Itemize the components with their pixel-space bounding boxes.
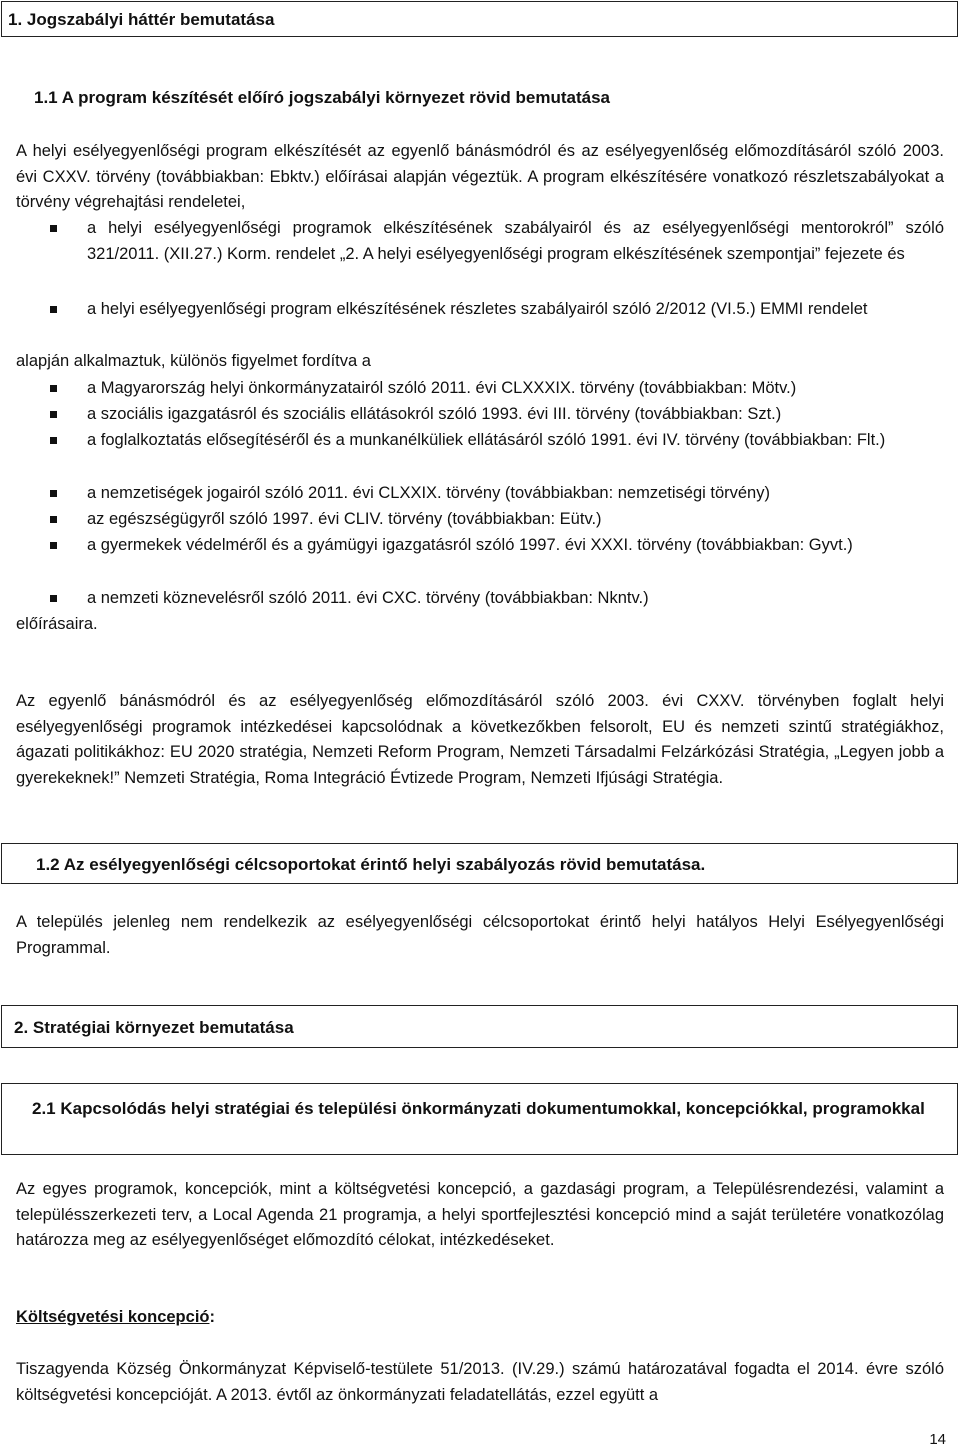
list2-item: a nemzeti köznevelésről szóló 2011. évi CXC. törvény (továbbiakban: Nkntv.) — [50, 586, 944, 612]
bullet-square-icon — [50, 225, 57, 232]
list1-item: a helyi esélyegyenlőségi programok elkészítésének szabályairól és az esélyegyenlőségi mentorokról” szóló 321/2011. (XII.27.) Korm. rendelet „2. A helyi esélyegyenlőségi program elkészítésének szempontjai” fejezete és — [50, 216, 944, 267]
budget-paragraph: Tiszagyenda Község Önkormányzat Képviselő-testülete 51/2013. (IV.29.) számú határozatával fogadta el 2014. évre szóló költségvetési koncepcióját. A 2013. évtől az önkormányzati feladatellátás, ezzel együtt a — [16, 1360, 944, 1404]
bullet-square-icon — [50, 595, 57, 602]
bullet-square-icon — [50, 542, 57, 549]
list1-item: a helyi esélyegyenlőségi program elkészítésének részletes szabályairól szóló 2/2012 (VI.5.) EMMI rendelet — [50, 297, 944, 323]
bullet-square-icon — [50, 437, 57, 444]
bullet-square-icon — [50, 516, 57, 523]
section-1-2-heading-box — [1, 843, 958, 884]
section-2-heading-box — [1, 1005, 958, 1048]
list2-item: a nemzetiségek jogairól szóló 2011. évi CLXXIX. törvény (továbbiakban: nemzetiségi törvény) — [50, 481, 944, 507]
closing-paragraph: előírásaira. — [16, 615, 98, 633]
section-1-2-heading: 1.2 Az esélyegyenlőségi célcsoportokat érintő helyi szabályozás rövid bemutatása. — [36, 855, 706, 874]
section-1-2-paragraph: A település jelenleg nem rendelkezik az esélyegyenlőségi célcsoportokat érintő helyi hatályos Helyi Esélyegyenlőségi Programmal. — [16, 913, 944, 957]
budget-subheading — [16, 1305, 215, 1331]
list2-item: a szociális igazgatásról és szociális ellátásokról szóló 1993. évi III. törvény (továbbiakban: Szt.) — [50, 402, 944, 428]
list2-item: a Magyarország helyi önkormányzatairól szóló 2011. évi CLXXXIX. törvény (továbbiakban: Mötv.) — [50, 376, 944, 402]
basis-paragraph: alapján alkalmaztuk, különös figyelmet fordítva a — [16, 352, 371, 370]
list2-item: a foglalkoztatás elősegítéséről és a munkanélküliek ellátásáról szóló 1991. évi IV. törvény (továbbiakban: Flt.) — [50, 428, 944, 454]
budget-subheading-text: Költségvetési koncepció — [16, 1308, 210, 1326]
bullet-square-icon — [50, 411, 57, 418]
bullet-square-icon — [50, 306, 57, 313]
section-2-1-heading: 2.1 Kapcsolódás helyi stratégiai és települési önkormányzati dokumentumokkal, koncepciókkal, programokkal — [32, 1099, 925, 1118]
section-1-heading: 1. Jogszabályi háttér bemutatása — [8, 10, 275, 29]
budget-subheading-colon: : — [209, 1308, 215, 1326]
list2-item: az egészségügyről szóló 1997. évi CLIV. törvény (továbbiakban: Eütv.) — [50, 507, 944, 533]
intro-paragraph: A helyi esélyegyenlőségi program elkészítését az egyenlő bánásmódról és az esélyegyenlőség előmozdításáról szóló 2003. évi CXXV. törvény (továbbiakban: Ebktv.) előírásai alapján végeztük. A program elkészítésére vonatkozó részletszabályokat a törvény végrehajtási rendeletei, — [16, 142, 944, 211]
bullet-square-icon — [50, 490, 57, 497]
section-1-heading-box — [1, 1, 958, 37]
section-2-1-heading-box — [1, 1083, 958, 1155]
section-2-1-paragraph: Az egyes programok, koncepciók, mint a költségvetési koncepció, a gazdasági program, a Településrendezési, valamint a településszerkezeti terv, a Local Agenda 21 programja, a helyi sportfejlesztési koncepció mind a saját területére vonatkozólag határozza meg az esélyegyenlőséget előmozdító célokat, intézkedéseket. — [16, 1180, 944, 1249]
bullet-square-icon — [50, 385, 57, 392]
section-1-1-heading: 1.1 A program készítését előíró jogszabályi környezet rövid bemutatása — [34, 88, 610, 107]
list2-item: a gyermekek védelméről és a gyámügyi igazgatásról szóló 1997. évi XXXI. törvény (továbbiakban: Gyvt.) — [50, 533, 944, 559]
section-2-heading: 2. Stratégiai környezet bemutatása — [14, 1018, 294, 1037]
page-number: 14 — [929, 1431, 946, 1448]
ebktv-paragraph: Az egyenlő bánásmódról és az esélyegyenlőség előmozdításáról szóló 2003. évi CXXV. törvényben foglalt helyi esélyegyenlőségi programok intézkedései kapcsolódnak a következőkben felsorolt, EU és nemzeti szintű stratégiákhoz, ágazati politikákhoz: EU 2020 stratégia, Nemzeti Reform Program, Nemzeti Társadalmi Felzárkózási Stratégia, „Legyen jobb a gyerekeknek!” Nemzeti Stratégia, Roma Integráció Évtizede Program, Nemzeti Ifjúsági Stratégia. — [16, 692, 944, 787]
